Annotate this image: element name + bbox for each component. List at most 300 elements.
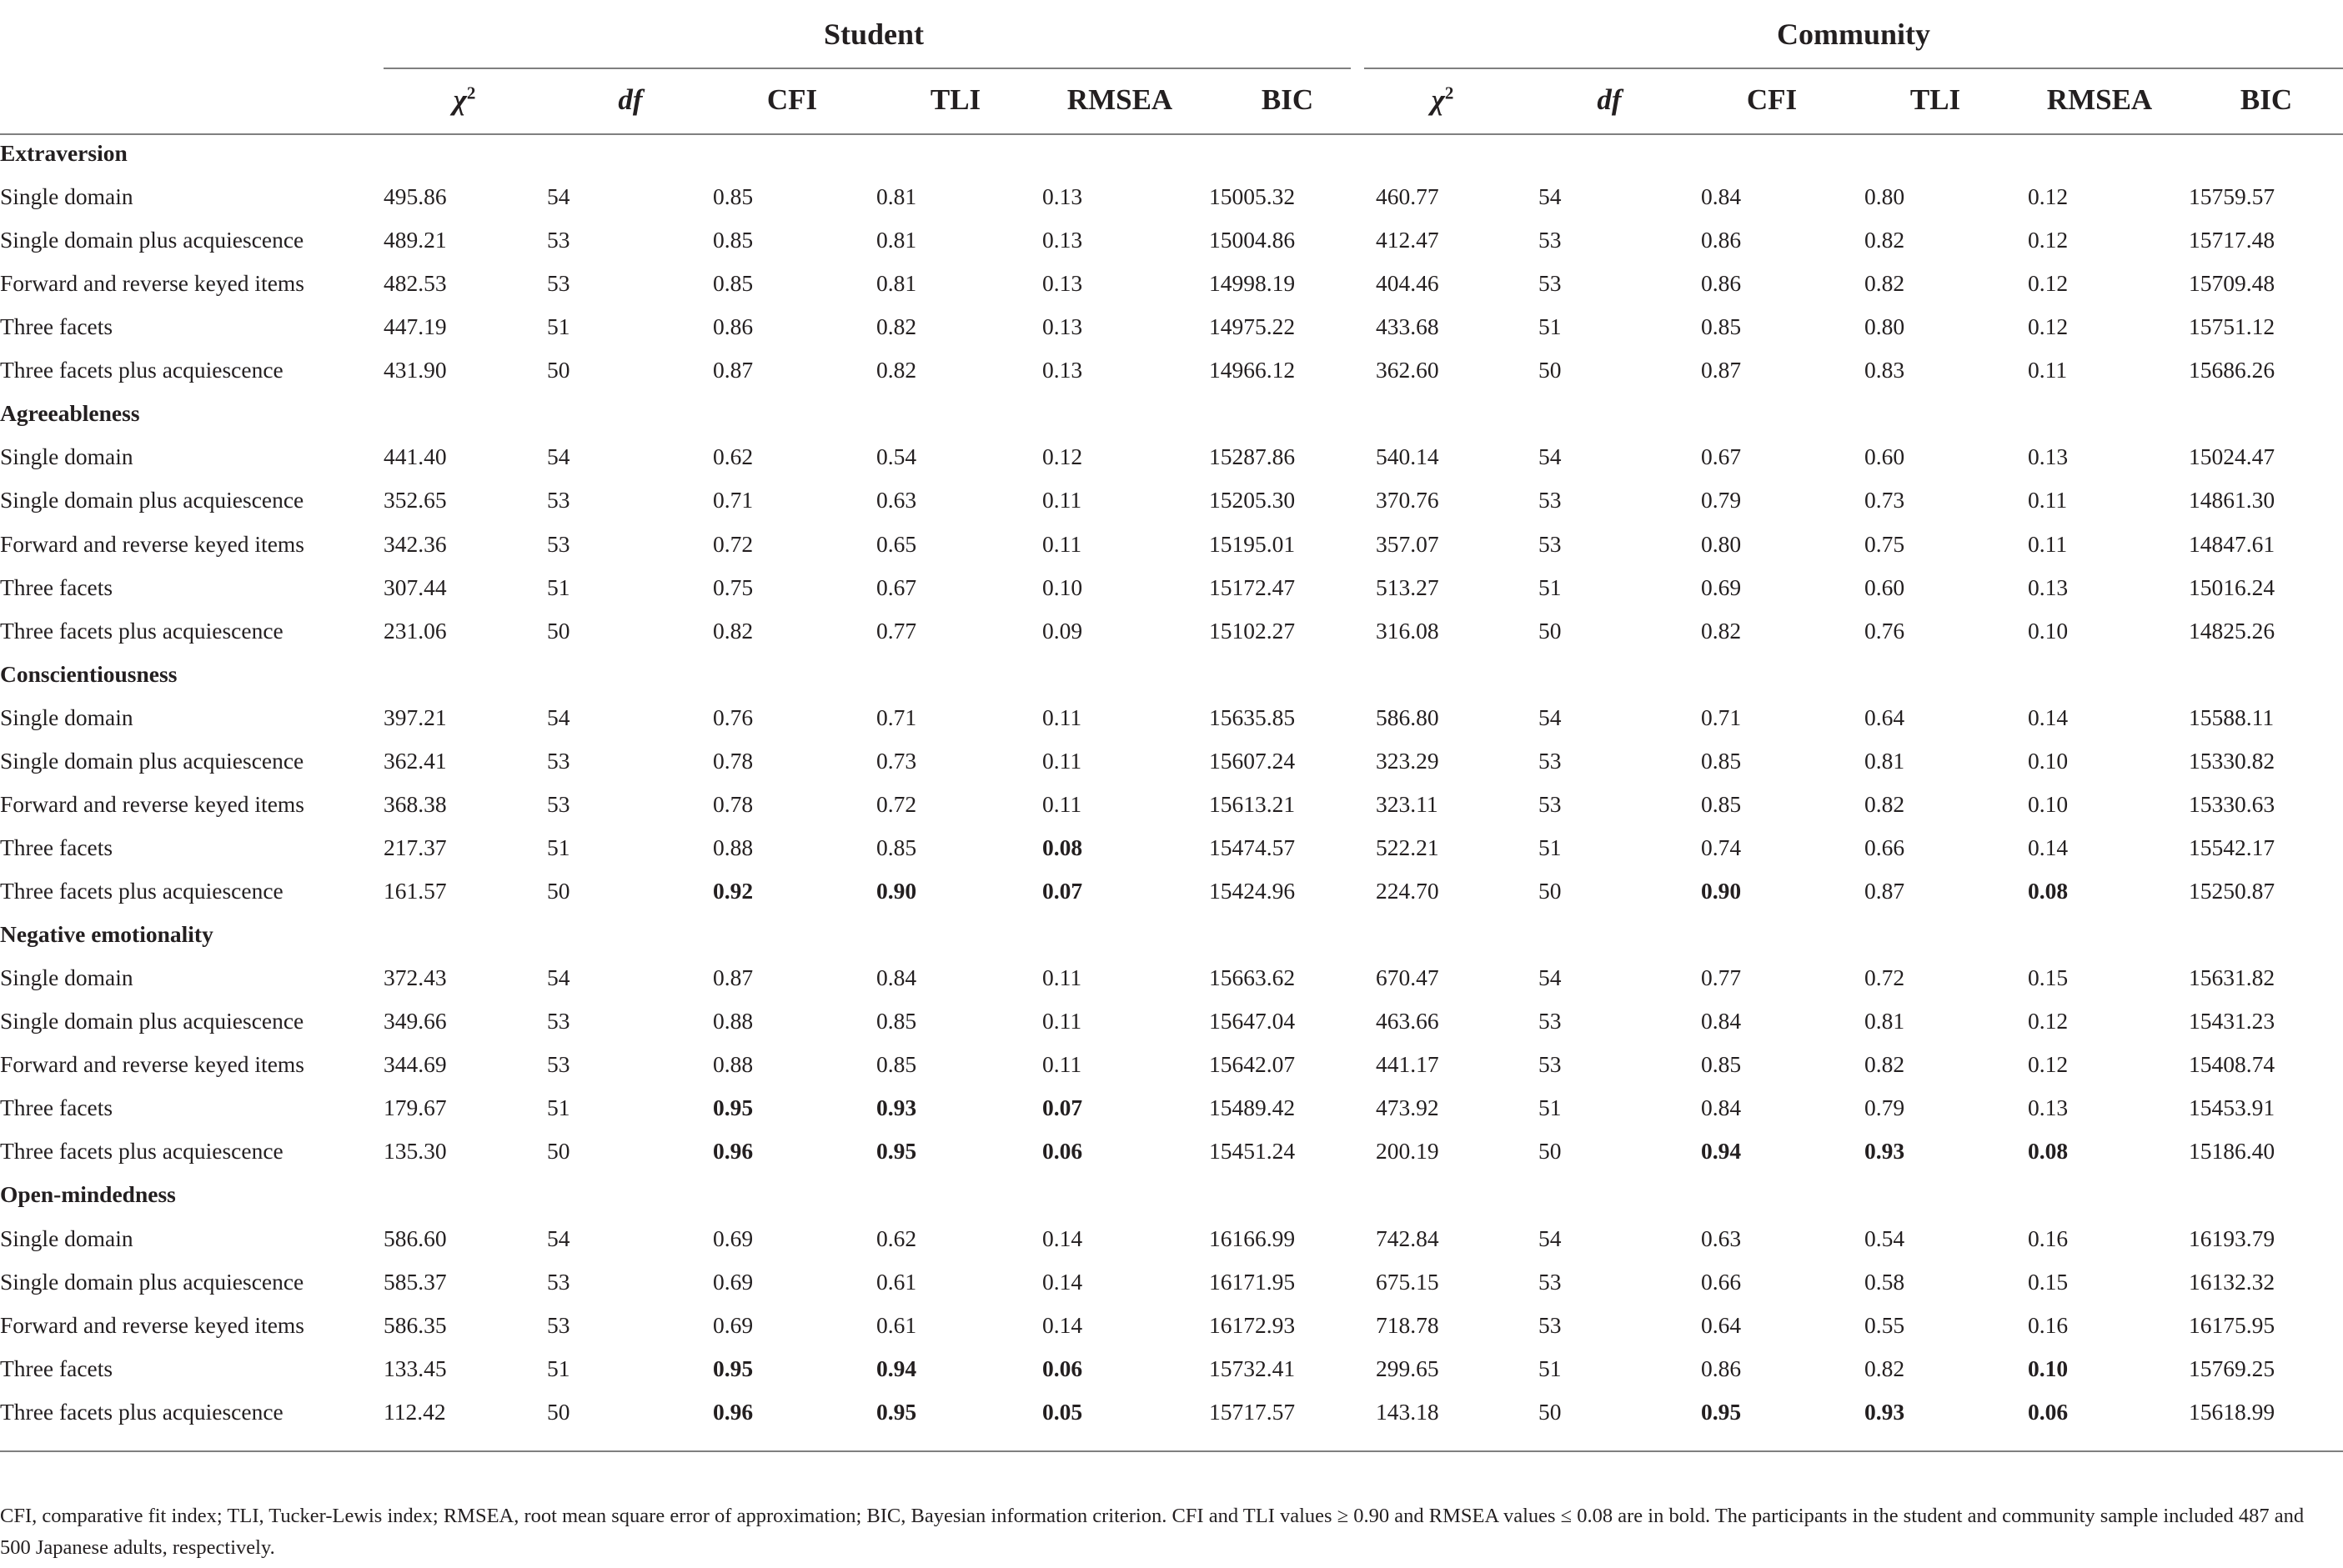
cell-bic-student: 15172.47 [1209, 574, 1296, 600]
cell-chi-square-student: 112.42 [384, 1398, 446, 1425]
cell-rmsea-student: 0.10 [1042, 574, 1083, 600]
model-label: Three facets [0, 313, 113, 340]
model-label: Forward and reverse keyed items [0, 270, 305, 297]
cell-tli-student: 0.82 [876, 313, 917, 340]
cell-tli-student: 0.65 [876, 530, 917, 557]
section-heading: Agreeableness [0, 400, 140, 427]
cell-df-student: 50 [547, 878, 570, 904]
cell-chi-square-student: 231.06 [384, 617, 447, 644]
cell-chi-square-student: 179.67 [384, 1095, 447, 1121]
cell-chi-square-community: 200.19 [1376, 1138, 1439, 1165]
model-label: Forward and reverse keyed items [0, 1051, 305, 1078]
cell-tli-student: 0.93 [876, 1095, 917, 1121]
model-label: Three facets [0, 1355, 113, 1381]
cell-cfi-student: 0.95 [713, 1355, 754, 1381]
cell-cfi-student: 0.95 [713, 1095, 754, 1121]
cell-tli-student: 0.61 [876, 1311, 917, 1338]
cell-cfi-student: 0.72 [713, 530, 754, 557]
cell-df-community: 54 [1538, 964, 1562, 991]
header-rule [0, 133, 2343, 135]
cell-cfi-student: 0.85 [713, 270, 754, 297]
cell-cfi-community: 0.80 [1701, 530, 1742, 557]
cell-df-community: 51 [1538, 574, 1562, 600]
cell-df-student: 54 [547, 704, 570, 730]
cell-cfi-student: 0.96 [713, 1138, 754, 1165]
cell-tli-community: 0.81 [1864, 747, 1905, 774]
cell-rmsea-student: 0.14 [1042, 1225, 1083, 1251]
cell-tli-student: 0.67 [876, 574, 917, 600]
cell-cfi-community: 0.77 [1701, 964, 1742, 991]
cell-df-community: 50 [1538, 1138, 1562, 1165]
cell-tli-student: 0.95 [876, 1138, 917, 1165]
cell-tli-community: 0.80 [1864, 313, 1905, 340]
cell-df-community: 53 [1538, 1008, 1562, 1034]
group-header-community: Community [1776, 18, 1930, 51]
table-footnote: CFI, comparative fit index; TLI, Tucker-Lewis index; RMSEA, root mean square error of approximation; BIC, Bayesian information criterion. CFI and TLI values ≥ 0.90 and RMSEA values ≤ 0.08 are in bold. The participants in the student and community sample included 487 and 500 Japanese adults, respectively. [0, 1505, 2305, 1559]
cell-rmsea-student: 0.06 [1042, 1355, 1083, 1381]
model-label: Three facets plus acquiescence [0, 1138, 283, 1165]
cell-tli-community: 0.87 [1864, 878, 1905, 904]
cell-tli-community: 0.55 [1864, 1311, 1905, 1338]
cell-chi-square-student: 586.60 [384, 1225, 447, 1251]
cell-cfi-student: 0.62 [713, 443, 754, 470]
cell-rmsea-student: 0.11 [1042, 487, 1082, 513]
cell-cfi-student: 0.78 [713, 790, 754, 817]
cell-cfi-student: 0.88 [713, 834, 754, 860]
cell-cfi-community: 0.94 [1701, 1138, 1742, 1165]
model-label: Three facets plus acquiescence [0, 1398, 283, 1425]
cell-bic-student: 15635.85 [1209, 704, 1296, 730]
cell-bic-community: 16175.95 [2189, 1311, 2275, 1338]
cell-df-student: 50 [547, 1138, 570, 1165]
cell-rmsea-student: 0.07 [1042, 878, 1083, 904]
cell-cfi-student: 0.71 [713, 487, 754, 513]
cell-tli-student: 0.71 [876, 704, 917, 730]
cell-tli-student: 0.85 [876, 834, 917, 860]
col-header-chi-square-community: $\chi^2$ [1431, 83, 1454, 116]
cell-bic-community: 15709.48 [2189, 270, 2275, 297]
cell-rmsea-community: 0.13 [2028, 1095, 2069, 1121]
cell-chi-square-student: 372.43 [384, 964, 447, 991]
cell-cfi-student: 0.76 [713, 704, 754, 730]
cell-bic-community: 15631.82 [2189, 964, 2275, 991]
cell-cfi-student: 0.96 [713, 1398, 754, 1425]
cell-df-student: 50 [547, 1398, 570, 1425]
cell-tli-community: 0.81 [1864, 1008, 1905, 1034]
cell-bic-community: 14861.30 [2189, 487, 2275, 513]
cell-cfi-community: 0.67 [1701, 443, 1742, 470]
cell-cfi-community: 0.85 [1701, 1051, 1742, 1078]
model-label: Forward and reverse keyed items [0, 790, 305, 817]
cell-bic-student: 15451.24 [1209, 1138, 1296, 1165]
model-label: Three facets plus acquiescence [0, 357, 283, 383]
cell-bic-student: 15717.57 [1209, 1398, 1296, 1425]
cell-bic-student: 15004.86 [1209, 227, 1296, 253]
cell-tli-community: 0.75 [1864, 530, 1905, 557]
cell-cfi-community: 0.86 [1701, 270, 1742, 297]
cell-cfi-community: 0.95 [1701, 1398, 1742, 1425]
cell-cfi-student: 0.82 [713, 617, 754, 644]
cell-df-student: 54 [547, 183, 570, 210]
cell-cfi-community: 0.84 [1701, 1008, 1742, 1034]
cell-cfi-community: 0.85 [1701, 313, 1742, 340]
cell-bic-community: 15186.40 [2189, 1138, 2275, 1165]
cell-rmsea-student: 0.14 [1042, 1311, 1083, 1338]
cell-cfi-student: 0.78 [713, 747, 754, 774]
cell-tli-community: 0.60 [1864, 574, 1905, 600]
cell-bic-community: 15453.91 [2189, 1095, 2275, 1121]
cell-tli-student: 0.94 [876, 1355, 917, 1381]
cell-cfi-community: 0.79 [1701, 487, 1742, 513]
cell-rmsea-community: 0.12 [2028, 227, 2069, 253]
cell-df-community: 50 [1538, 617, 1562, 644]
cell-bic-student: 14966.12 [1209, 357, 1296, 383]
cell-tli-community: 0.82 [1864, 790, 1905, 817]
cell-df-student: 54 [547, 1225, 570, 1251]
group-header-student: Student [823, 18, 925, 51]
cell-df-student: 53 [547, 1008, 570, 1034]
cell-rmsea-student: 0.13 [1042, 183, 1083, 210]
cell-tli-community: 0.66 [1864, 834, 1905, 860]
cell-tli-community: 0.79 [1864, 1095, 1905, 1121]
cell-rmsea-community: 0.14 [2028, 704, 2069, 730]
cell-cfi-community: 0.64 [1701, 1311, 1742, 1338]
cell-df-community: 53 [1538, 790, 1562, 817]
cell-chi-square-student: 585.37 [384, 1268, 447, 1295]
cell-bic-student: 16166.99 [1209, 1225, 1296, 1251]
cell-rmsea-community: 0.15 [2028, 1268, 2069, 1295]
model-label: Three facets plus acquiescence [0, 617, 283, 644]
cell-rmsea-student: 0.11 [1042, 747, 1082, 774]
cell-bic-student: 15647.04 [1209, 1008, 1296, 1034]
cell-cfi-student: 0.69 [713, 1311, 754, 1338]
cell-rmsea-student: 0.07 [1042, 1095, 1083, 1121]
cell-rmsea-student: 0.05 [1042, 1398, 1083, 1425]
cell-df-student: 53 [547, 1268, 570, 1295]
cell-chi-square-community: 586.80 [1376, 704, 1439, 730]
section-heading: Extraversion [0, 140, 128, 166]
cell-rmsea-community: 0.11 [2028, 530, 2068, 557]
cell-bic-student: 15195.01 [1209, 530, 1296, 557]
cell-tli-student: 0.81 [876, 227, 917, 253]
cell-df-community: 53 [1538, 530, 1562, 557]
cell-tli-student: 0.77 [876, 617, 917, 644]
model-label: Three facets [0, 834, 113, 860]
cell-df-community: 53 [1538, 227, 1562, 253]
cell-cfi-community: 0.66 [1701, 1268, 1742, 1295]
cell-bic-community: 16193.79 [2189, 1225, 2275, 1251]
cell-df-community: 53 [1538, 487, 1562, 513]
cell-chi-square-community: 316.08 [1376, 617, 1439, 644]
cell-df-community: 51 [1538, 1355, 1562, 1381]
table-bottom-rule [0, 1450, 2343, 1452]
cell-cfi-community: 0.85 [1701, 747, 1742, 774]
cell-chi-square-student: 352.65 [384, 487, 447, 513]
cell-cfi-community: 0.90 [1701, 878, 1742, 904]
cell-rmsea-student: 0.12 [1042, 443, 1083, 470]
model-label: Forward and reverse keyed items [0, 1311, 305, 1338]
cell-chi-square-community: 540.14 [1376, 443, 1439, 470]
cell-rmsea-community: 0.12 [2028, 1051, 2069, 1078]
cell-chi-square-student: 161.57 [384, 878, 447, 904]
cell-df-community: 53 [1538, 747, 1562, 774]
cell-bic-community: 16132.32 [2189, 1268, 2275, 1295]
cell-bic-community: 15759.57 [2189, 183, 2275, 210]
col-header-cfi-community: CFI [1746, 83, 1798, 116]
model-label: Single domain [0, 183, 133, 210]
cell-bic-community: 15769.25 [2189, 1355, 2275, 1381]
cell-rmsea-community: 0.12 [2028, 1008, 2069, 1034]
model-label: Three facets [0, 1095, 113, 1121]
cell-df-community: 51 [1538, 313, 1562, 340]
cell-chi-square-student: 431.90 [384, 357, 447, 383]
cell-df-community: 50 [1538, 357, 1562, 383]
cell-chi-square-student: 489.21 [384, 227, 447, 253]
cell-df-community: 54 [1538, 704, 1562, 730]
cell-rmsea-student: 0.06 [1042, 1138, 1083, 1165]
cell-df-community: 53 [1538, 1311, 1562, 1338]
section-heading: Conscientiousness [0, 660, 178, 687]
cell-bic-student: 15205.30 [1209, 487, 1296, 513]
cell-tli-student: 0.82 [876, 357, 917, 383]
group-rule-student [384, 68, 1351, 69]
cell-df-community: 51 [1538, 1095, 1562, 1121]
cell-tli-student: 0.81 [876, 183, 917, 210]
cell-df-student: 51 [547, 574, 570, 600]
cell-bic-student: 16171.95 [1209, 1268, 1296, 1295]
cell-tli-community: 0.82 [1864, 227, 1905, 253]
cell-chi-square-student: 495.86 [384, 183, 447, 210]
cell-rmsea-community: 0.16 [2028, 1225, 2069, 1251]
cell-bic-community: 15024.47 [2189, 443, 2275, 470]
cell-rmsea-community: 0.11 [2028, 357, 2068, 383]
cell-chi-square-community: 675.15 [1376, 1268, 1439, 1295]
cell-df-community: 51 [1538, 834, 1562, 860]
cell-tli-community: 0.64 [1864, 704, 1905, 730]
cell-rmsea-community: 0.13 [2028, 574, 2069, 600]
cell-tli-student: 0.62 [876, 1225, 917, 1251]
cell-bic-community: 15618.99 [2189, 1398, 2275, 1425]
cell-bic-student: 15287.86 [1209, 443, 1296, 470]
cell-df-student: 50 [547, 357, 570, 383]
cell-df-student: 50 [547, 617, 570, 644]
model-label: Single domain plus acquiescence [0, 1008, 304, 1034]
cell-tli-community: 0.82 [1864, 1051, 1905, 1078]
cell-cfi-community: 0.86 [1701, 227, 1742, 253]
cell-cfi-student: 0.88 [713, 1008, 754, 1034]
group-rule-community [1364, 68, 2343, 69]
section-heading: Open-mindedness [0, 1181, 176, 1208]
cell-cfi-student: 0.69 [713, 1225, 754, 1251]
model-label: Single domain [0, 443, 133, 470]
cell-cfi-student: 0.92 [713, 878, 754, 904]
cell-bic-community: 14825.26 [2189, 617, 2275, 644]
cell-cfi-student: 0.87 [713, 964, 754, 991]
cell-chi-square-community: 370.76 [1376, 487, 1439, 513]
cell-chi-square-student: 362.41 [384, 747, 447, 774]
col-header-bic-community: BIC [2240, 83, 2293, 116]
cell-df-community: 54 [1538, 183, 1562, 210]
cell-bic-student: 15474.57 [1209, 834, 1296, 860]
cell-tli-student: 0.84 [876, 964, 917, 991]
cell-chi-square-community: 143.18 [1376, 1398, 1439, 1425]
model-label: Single domain plus acquiescence [0, 487, 304, 513]
cell-rmsea-community: 0.10 [2028, 617, 2069, 644]
cell-rmsea-student: 0.11 [1042, 964, 1082, 991]
cell-cfi-community: 0.86 [1701, 1355, 1742, 1381]
cell-df-student: 53 [547, 487, 570, 513]
section-heading: Negative emotionality [0, 921, 213, 948]
cell-cfi-community: 0.69 [1701, 574, 1742, 600]
cell-df-student: 53 [547, 747, 570, 774]
col-header-df-community: df [1597, 83, 1622, 116]
cell-bic-community: 15016.24 [2189, 574, 2275, 600]
cell-tli-student: 0.90 [876, 878, 917, 904]
col-header-bic-student: BIC [1261, 83, 1314, 116]
cell-cfi-community: 0.63 [1701, 1225, 1742, 1251]
cell-tli-community: 0.60 [1864, 443, 1905, 470]
cell-df-community: 54 [1538, 443, 1562, 470]
cell-df-student: 54 [547, 964, 570, 991]
cell-rmsea-community: 0.08 [2028, 1138, 2069, 1165]
cell-df-student: 51 [547, 834, 570, 860]
cell-tli-student: 0.85 [876, 1008, 917, 1034]
cell-chi-square-student: 447.19 [384, 313, 447, 340]
col-header-rmsea-community: RMSEA [2046, 83, 2153, 116]
cell-chi-square-student: 349.66 [384, 1008, 447, 1034]
cell-chi-square-student: 368.38 [384, 790, 447, 817]
cell-tli-student: 0.54 [876, 443, 917, 470]
cell-cfi-student: 0.85 [713, 227, 754, 253]
cell-tli-student: 0.85 [876, 1051, 917, 1078]
cell-cfi-student: 0.69 [713, 1268, 754, 1295]
cell-bic-community: 15330.82 [2189, 747, 2275, 774]
col-header-cfi-student: CFI [766, 83, 818, 116]
cell-rmsea-community: 0.14 [2028, 834, 2069, 860]
model-label: Single domain plus acquiescence [0, 1268, 304, 1295]
cell-tli-student: 0.95 [876, 1398, 917, 1425]
cell-rmsea-community: 0.13 [2028, 443, 2069, 470]
cell-chi-square-community: 404.46 [1376, 270, 1439, 297]
cell-cfi-student: 0.88 [713, 1051, 754, 1078]
cell-rmsea-student: 0.11 [1042, 704, 1082, 730]
cell-chi-square-community: 357.07 [1376, 530, 1439, 557]
cell-df-student: 51 [547, 1355, 570, 1381]
cell-cfi-student: 0.86 [713, 313, 754, 340]
col-header-chi-square-student: $\chi^2$ [453, 83, 476, 116]
cell-chi-square-community: 224.70 [1376, 878, 1439, 904]
col-header-tli-student: TLI [930, 83, 981, 116]
cell-bic-student: 15102.27 [1209, 617, 1296, 644]
cell-bic-community: 15408.74 [2189, 1051, 2275, 1078]
cell-cfi-community: 0.87 [1701, 357, 1742, 383]
cell-rmsea-student: 0.08 [1042, 834, 1083, 860]
cell-tli-community: 0.93 [1864, 1398, 1905, 1425]
col-header-df-student: df [618, 83, 643, 116]
model-label: Single domain [0, 1225, 133, 1251]
cell-df-student: 51 [547, 313, 570, 340]
cell-rmsea-student: 0.13 [1042, 357, 1083, 383]
cell-rmsea-student: 0.11 [1042, 530, 1082, 557]
cell-bic-student: 15005.32 [1209, 183, 1296, 210]
cell-tli-student: 0.73 [876, 747, 917, 774]
cell-chi-square-community: 473.92 [1376, 1095, 1439, 1121]
cell-chi-square-community: 513.27 [1376, 574, 1439, 600]
model-label: Forward and reverse keyed items [0, 530, 305, 557]
cell-df-student: 53 [547, 1051, 570, 1078]
cell-rmsea-community: 0.06 [2028, 1398, 2069, 1425]
cell-df-student: 53 [547, 790, 570, 817]
model-label: Single domain plus acquiescence [0, 747, 304, 774]
cell-chi-square-student: 397.21 [384, 704, 447, 730]
cell-rmsea-student: 0.09 [1042, 617, 1083, 644]
cell-chi-square-student: 342.36 [384, 530, 447, 557]
cell-tli-community: 0.76 [1864, 617, 1905, 644]
cell-rmsea-student: 0.13 [1042, 270, 1083, 297]
cell-rmsea-student: 0.11 [1042, 790, 1082, 817]
cell-rmsea-community: 0.12 [2028, 183, 2069, 210]
model-label: Single domain [0, 964, 133, 991]
cell-bic-student: 15489.42 [1209, 1095, 1296, 1121]
cell-cfi-community: 0.84 [1701, 1095, 1742, 1121]
cell-chi-square-student: 217.37 [384, 834, 447, 860]
cell-chi-square-community: 433.68 [1376, 313, 1439, 340]
cell-bic-student: 15613.21 [1209, 790, 1296, 817]
cell-chi-square-student: 307.44 [384, 574, 447, 600]
cell-chi-square-student: 135.30 [384, 1138, 447, 1165]
cell-bic-student: 15732.41 [1209, 1355, 1296, 1381]
cell-rmsea-community: 0.11 [2028, 487, 2068, 513]
cell-chi-square-community: 670.47 [1376, 964, 1439, 991]
cell-tli-student: 0.63 [876, 487, 917, 513]
cell-bic-student: 15424.96 [1209, 878, 1296, 904]
cell-chi-square-student: 441.40 [384, 443, 447, 470]
cell-chi-square-community: 463.66 [1376, 1008, 1439, 1034]
cell-tli-student: 0.81 [876, 270, 917, 297]
cell-bic-student: 14975.22 [1209, 313, 1296, 340]
cell-tli-community: 0.72 [1864, 964, 1905, 991]
cell-cfi-student: 0.75 [713, 574, 754, 600]
cell-bic-student: 15642.07 [1209, 1051, 1296, 1078]
cell-chi-square-community: 460.77 [1376, 183, 1439, 210]
cell-tli-community: 0.58 [1864, 1268, 1905, 1295]
cell-rmsea-student: 0.13 [1042, 313, 1083, 340]
cell-cfi-student: 0.85 [713, 183, 754, 210]
cell-chi-square-student: 586.35 [384, 1311, 447, 1338]
cell-cfi-community: 0.74 [1701, 834, 1742, 860]
cell-chi-square-community: 441.17 [1376, 1051, 1439, 1078]
cell-cfi-community: 0.84 [1701, 183, 1742, 210]
cell-df-community: 50 [1538, 878, 1562, 904]
model-label: Single domain [0, 704, 133, 730]
cell-chi-square-community: 362.60 [1376, 357, 1439, 383]
cell-df-student: 53 [547, 227, 570, 253]
cell-rmsea-community: 0.08 [2028, 878, 2069, 904]
model-label: Three facets [0, 574, 113, 600]
cell-df-student: 53 [547, 530, 570, 557]
cell-rmsea-community: 0.10 [2028, 747, 2069, 774]
cell-rmsea-community: 0.10 [2028, 790, 2069, 817]
cell-tli-student: 0.72 [876, 790, 917, 817]
cell-bic-student: 15607.24 [1209, 747, 1296, 774]
cell-tli-community: 0.82 [1864, 1355, 1905, 1381]
col-header-tli-community: TLI [1909, 83, 1961, 116]
cell-bic-community: 15250.87 [2189, 878, 2275, 904]
cell-df-student: 53 [547, 1311, 570, 1338]
cell-tli-community: 0.54 [1864, 1225, 1905, 1251]
cell-cfi-community: 0.82 [1701, 617, 1742, 644]
cell-chi-square-community: 299.65 [1376, 1355, 1439, 1381]
